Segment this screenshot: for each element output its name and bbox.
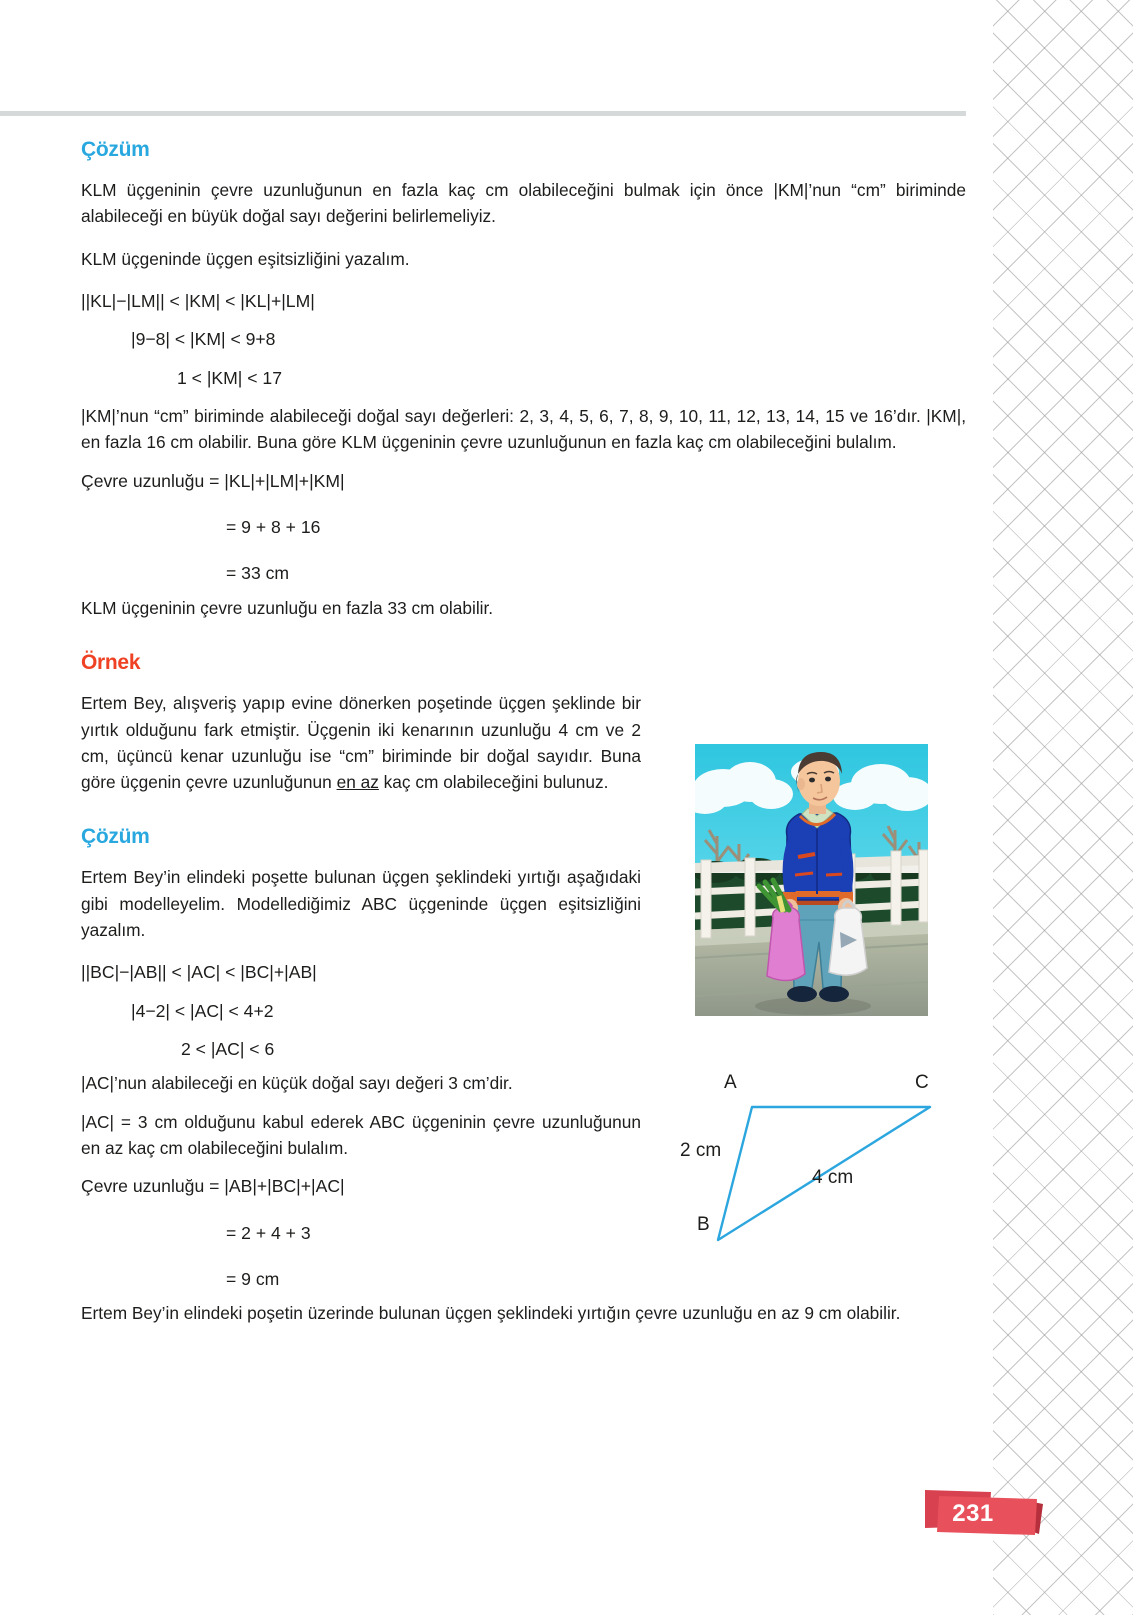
figure-shadow — [755, 997, 871, 1015]
vertex-label-b: B — [697, 1214, 710, 1235]
solution1-equation-2: |9−8| < |KM| < 9+8 — [131, 329, 276, 350]
vertex-label-a: A — [724, 1072, 737, 1093]
solution2-equation-3: 2 < |AC| < 6 — [181, 1039, 275, 1060]
illustration-man-with-shopping-bags — [695, 744, 928, 1016]
header-rule — [0, 111, 966, 116]
example-paragraph-part-b: kaç cm olabileceğini bulunuz. — [378, 772, 609, 793]
heading-cozum-2: Çözüm — [81, 825, 150, 849]
triangle-abc-figure — [672, 1062, 962, 1257]
side-label-ab: 2 cm — [680, 1140, 722, 1161]
shoe-left — [787, 986, 817, 1002]
solution2-equation-1: ||BC|−|AB|| < |AC| < |BC|+|AB| — [81, 962, 317, 983]
shoe-right — [819, 986, 849, 1002]
solution1-equation-5: = 9 + 8 + 16 — [226, 517, 321, 538]
decorative-grid-gutter — [981, 0, 993, 1615]
solution1-paragraph-2: KLM üçgeninde üçgen eşitsizliğini yazalım. — [81, 248, 410, 269]
vertex-label-c: C — [915, 1072, 929, 1093]
eye-left — [809, 778, 815, 783]
solution1-equation-4: Çevre uzunluğu = |KL|+|LM|+|KM| — [81, 470, 345, 491]
solution1-paragraph-4: KLM üçgeninin çevre uzunluğu en fazla 33 cm olabilir. — [81, 597, 494, 618]
example-paragraph-part-a: Ertem Bey, alışveriş yapıp evine dönerken poşetinde üçgen şeklinde bir yırtık olduğunu fark etmiştir. Üçgenin iki kenarının uzunluğu 4 cm ve 2 cm, üçüncü kenar uzunluğu ise “cm” biriminde bir doğal sayıdır. Buna göre üçgenin çevre uzunluğunun — [81, 693, 641, 793]
solution1-paragraph-3: |KM|’nun “cm” biriminde alabileceği doğal sayı değerleri: 2, 3, 4, 5, 6, 7, 8, 9, 10, 11, 12, 13, 14, 15 ve 16’dır. |KM|, en fazla 16 cm olabilir. Buna göre KLM üçgeninin çevre uzunluğunun en fazla kaç cm olabileceğini bulalım. — [81, 406, 966, 453]
solution2-equation-5: = 2 + 4 + 3 — [226, 1222, 311, 1243]
solution2-paragraph-4: Ertem Bey’in elindeki poşetin üzerinde bulunan üçgen şeklindeki yırtığın çevre uzunluğu en az 9 cm olabilir. — [81, 1303, 901, 1324]
solution2-equation-6: = 9 cm — [226, 1269, 280, 1290]
heading-cozum-1: Çözüm — [81, 138, 150, 161]
solution2-equation-2: |4−2| < |AC| < 4+2 — [131, 1000, 274, 1021]
page-number-text: 231 — [952, 1500, 994, 1527]
solution2-paragraph-1: Ertem Bey’in elindeki poşette bulunan üçgen şeklindeki yırtığı aşağıdaki gibi modelleyelim. Modellediğimiz ABC üçgeninde üçgen eşitsizliğini yazalım. — [81, 867, 641, 940]
solution1-equation-1: ||KL|−|LM|| < |KM| < |KL|+|LM| — [81, 290, 315, 311]
solution2-equation-4: Çevre uzunluğu = |AB|+|BC|+|AC| — [81, 1176, 345, 1197]
solution2-paragraph-3: |AC| = 3 cm olduğunu kabul ederek ABC üçgeninin çevre uzunluğunun en az kaç cm olabileceğini bulalım. — [81, 1111, 641, 1159]
page-number-banner — [925, 1482, 1051, 1540]
solution2-paragraph-2: |AC|’nun alabileceği en küçük doğal sayı değeri 3 cm’dir. — [81, 1073, 513, 1094]
example-emphasis-en-az: en az — [336, 772, 379, 793]
side-label-bc: 4 cm — [812, 1167, 854, 1188]
decorative-diamond-grid — [993, 0, 1133, 1615]
solution1-equation-6: = 33 cm — [226, 563, 290, 584]
heading-ornek: Örnek — [81, 651, 141, 675]
solution1-paragraph-1: KLM üçgeninin çevre uzunluğunun en fazla kaç cm olabileceğini bulmak için önce |KM|’nun “cm” biriminde alabileceği en büyük doğal sayı değerini belirlemeliyiz. — [81, 180, 966, 227]
example-paragraph — [81, 690, 641, 795]
eye-right — [825, 777, 831, 782]
solution1-equation-3: 1 < |KM| < 17 — [177, 367, 282, 388]
